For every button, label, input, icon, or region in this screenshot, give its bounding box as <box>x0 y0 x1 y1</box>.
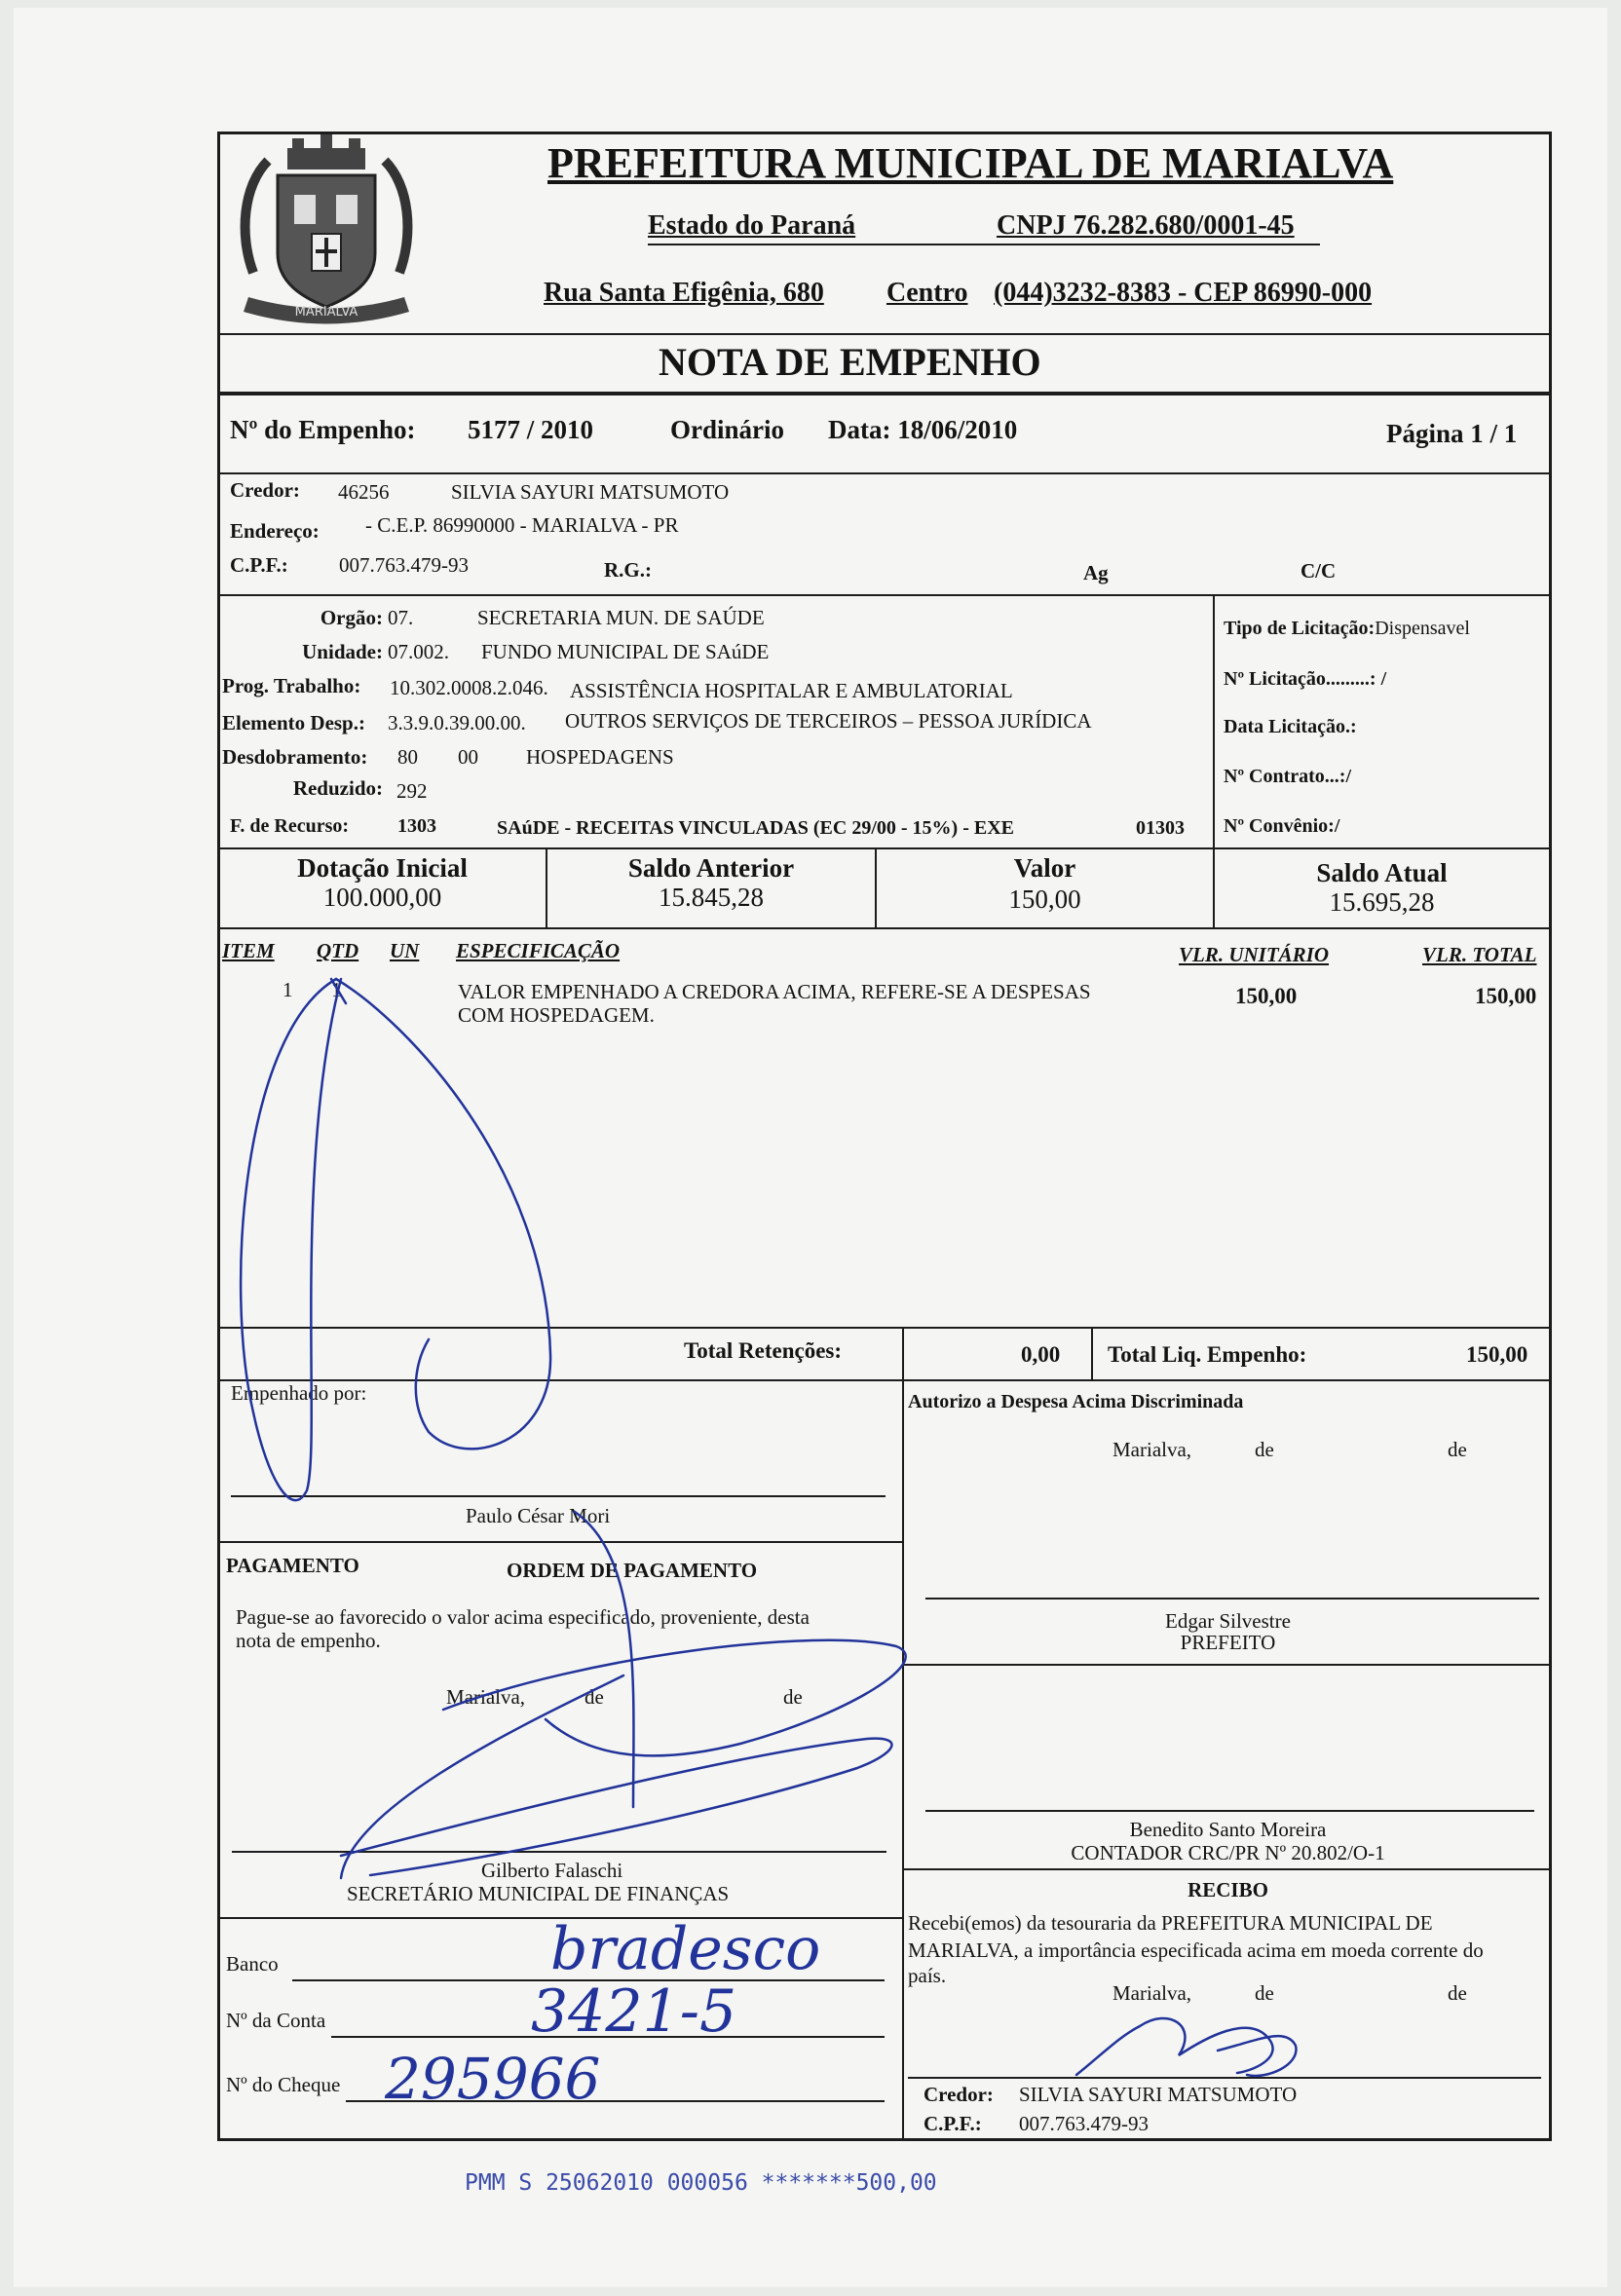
mayor-name: Edgar Silvestre <box>1165 1609 1291 1633</box>
credor-label: Credor: <box>230 478 300 502</box>
cc-label: C/C <box>1301 559 1337 583</box>
saldo-atual-value: 15.695,28 <box>1329 887 1435 917</box>
cnpj-label: CNPJ 76.282.680/0001-45 <box>997 210 1295 241</box>
recibo-cpf-label: C.P.F.: <box>924 2112 982 2135</box>
signer-financas: Gilberto Falaschi <box>481 1859 623 1882</box>
desdobramento-b: 00 <box>458 745 478 769</box>
licitacao-numero: Nº Licitação.........: / <box>1224 668 1387 690</box>
empenho-type: Ordinário <box>670 415 785 444</box>
orgao-code: 07. <box>388 606 414 629</box>
desdobramento-label: Desdobramento: <box>222 745 368 769</box>
handwritten-cheque: 295966 <box>385 2046 601 2112</box>
col-un: UN <box>390 939 420 962</box>
orgao-name: SECRETARIA MUN. DE SAÚDE <box>477 606 765 629</box>
total-liquido-label: Total Liq. Empenho: <box>1108 1342 1307 1367</box>
city-label-right: Marialva, <box>1112 1438 1192 1461</box>
saldo-atual-label: Saldo Atual <box>1316 858 1448 887</box>
col-vlr-unitario: VLR. UNITÁRIO <box>1179 943 1330 966</box>
prog-code: 10.302.0008.2.046. <box>390 676 548 699</box>
col-qtd: QTD <box>317 939 359 962</box>
cheque-label: Nº do Cheque <box>226 2073 341 2096</box>
signer-empenho: Paulo César Mori <box>466 1504 611 1527</box>
de-label-left-2: de <box>783 1685 803 1709</box>
svg-text:MARIALVA: MARIALVA <box>294 305 358 320</box>
item-qtd: 1 <box>331 978 342 1001</box>
cpf-label: C.P.F.: <box>230 553 288 577</box>
total-liquido-value: 150,00 <box>1466 1342 1528 1367</box>
address-label: Endereço: <box>230 519 320 543</box>
page-number: Página 1 / 1 <box>1386 419 1518 448</box>
district-label: Centro <box>886 278 968 308</box>
payment-stamp: PMM S 25062010 000056 *******500,00 <box>465 2170 937 2196</box>
prog-name: ASSISTÊNCIA HOSPITALAR E AMBULATORIAL <box>570 679 1013 702</box>
recibo-credor-name: SILVIA SAYURI MATSUMOTO <box>1019 2083 1298 2106</box>
item-spec-line1: VALOR EMPENHADO A CREDORA ACIMA, REFERE-SE A DESPESAS <box>458 980 1091 1003</box>
ag-label: Ag <box>1083 561 1109 584</box>
signer-financas-role: SECRETÁRIO MUNICIPAL DE FINANÇAS <box>347 1882 730 1905</box>
recibo-title: RECIBO <box>1187 1878 1268 1901</box>
pagamento-label: PAGAMENTO <box>226 1554 359 1577</box>
valor-label: Valor <box>1013 853 1076 883</box>
rg-label: R.G.: <box>604 558 652 582</box>
municipality-title: PREFEITURA MUNICIPAL DE MARIALVA <box>547 139 1394 187</box>
total-retencoes-label: Total Retenções: <box>684 1338 843 1363</box>
valor-value: 150,00 <box>1008 885 1081 914</box>
de-label-right-1: de <box>1255 1438 1274 1461</box>
dotacao-inicial-value: 100.000,00 <box>322 883 442 912</box>
handwritten-account: 3421-5 <box>531 1977 737 2046</box>
prog-label: Prog. Trabalho: <box>222 674 361 697</box>
convenio-numero: Nº Convênio:/ <box>1224 815 1340 837</box>
de-label-recibo-1: de <box>1255 1981 1274 2005</box>
col-especificacao: ESPECIFICAÇÃO <box>456 939 621 962</box>
desdobramento-name: HOSPEDAGENS <box>526 745 674 769</box>
address-value: - C.E.P. 86990000 - MARIALVA - PR <box>365 513 679 537</box>
total-retencoes-value: 0,00 <box>1021 1342 1061 1367</box>
cpf-value: 007.763.479-93 <box>339 553 469 577</box>
saldo-anterior-value: 15.845,28 <box>659 883 764 912</box>
recibo-credor-label: Credor: <box>924 2083 994 2106</box>
unidade-label: Unidade: <box>302 640 383 663</box>
phone-cep-label: (044)3232-8383 - CEP 86990-000 <box>994 278 1373 308</box>
recurso-name: SAúDE - RECEITAS VINCULADAS (EC 29/00 - 15%) - EXE <box>497 817 1014 839</box>
reduzido-value: 292 <box>396 779 428 803</box>
contrato-numero: Nº Contrato...:/ <box>1224 766 1352 787</box>
unidade-code: 07.002. <box>388 640 449 663</box>
recurso-code: 1303 <box>397 815 436 837</box>
recibo-cpf-value: 007.763.479-93 <box>1019 2112 1149 2135</box>
item-spec-line2: COM HOSPEDAGEM. <box>458 1003 655 1027</box>
de-label-left-1: de <box>584 1685 604 1709</box>
accountant-name: Benedito Santo Moreira <box>1129 1818 1327 1841</box>
saldo-anterior-label: Saldo Anterior <box>627 853 795 883</box>
reduzido-label: Reduzido: <box>292 776 383 800</box>
de-label-recibo-2: de <box>1448 1981 1467 2005</box>
city-label-left: Marialva, <box>446 1685 526 1709</box>
licitacao-tipo-value: Dispensavel <box>1375 618 1470 639</box>
credor-name: SILVIA SAYURI MATSUMOTO <box>451 480 730 504</box>
recibo-text-line3: país. <box>908 1964 947 1987</box>
elemento-label: Elemento Desp.: <box>222 711 365 734</box>
conta-label: Nº da Conta <box>226 2009 326 2032</box>
empenhado-por-label: Empenhado por: <box>231 1381 367 1405</box>
document-title: NOTA DE EMPENHO <box>659 340 1041 384</box>
licitacao-data: Data Licitação.: <box>1224 716 1357 737</box>
recurso-number: 01303 <box>1136 817 1185 839</box>
elemento-name: OUTROS SERVIÇOS DE TERCEIROS – PESSOA JURÍDICA <box>565 709 1092 733</box>
state-label: Estado do Paraná <box>648 210 856 241</box>
empenho-number: 5177 / 2010 <box>468 415 594 444</box>
recibo-text-line1: Recebi(emos) da tesouraria da PREFEITURA MUNICIPAL DE <box>908 1911 1433 1935</box>
recibo-text-line2: MARIALVA, a importância especificada acima em moeda corrente do <box>908 1938 1484 1962</box>
credor-code: 46256 <box>338 480 390 504</box>
licitacao-tipo-label: Tipo de Licitação: <box>1224 618 1376 639</box>
unidade-name: FUNDO MUNICIPAL DE SAúDE <box>481 640 770 663</box>
item-number: 1 <box>283 978 293 1001</box>
banco-label: Banco <box>226 1952 279 1976</box>
ordem-pagamento-label: ORDEM DE PAGAMENTO <box>507 1559 758 1582</box>
empenho-number-label: Nº do Empenho: <box>230 415 416 444</box>
city-label-recibo: Marialva, <box>1112 1981 1192 2005</box>
dotacao-inicial-label: Dotação Inicial <box>297 853 468 883</box>
street-label: Rua Santa Efigênia, 680 <box>544 278 824 308</box>
desdobramento-a: 80 <box>397 745 418 769</box>
elemento-code: 3.3.9.0.39.00.00. <box>388 711 526 734</box>
orgao-label: Orgão: <box>320 606 383 629</box>
ordem-text-line1: Pague-se ao favorecido o valor acima especificado, proveniente, desta <box>236 1605 810 1629</box>
col-vlr-total: VLR. TOTAL <box>1422 943 1537 966</box>
item-total-value: 150,00 <box>1475 984 1537 1008</box>
de-label-right-2: de <box>1448 1438 1467 1461</box>
mayor-role: PREFEITO <box>1180 1631 1276 1654</box>
ordem-text-line2: nota de empenho. <box>236 1629 381 1652</box>
col-item: ITEM <box>222 939 275 962</box>
accountant-role: CONTADOR CRC/PR Nº 20.802/O-1 <box>1071 1841 1385 1864</box>
recurso-label: F. de Recurso: <box>230 815 350 837</box>
item-unit-value: 150,00 <box>1235 984 1298 1008</box>
autorizo-label: Autorizo a Despesa Acima Discriminada <box>908 1391 1244 1412</box>
empenho-date: Data: 18/06/2010 <box>828 415 1018 444</box>
handwritten-bank: bradesco <box>550 1915 821 1983</box>
